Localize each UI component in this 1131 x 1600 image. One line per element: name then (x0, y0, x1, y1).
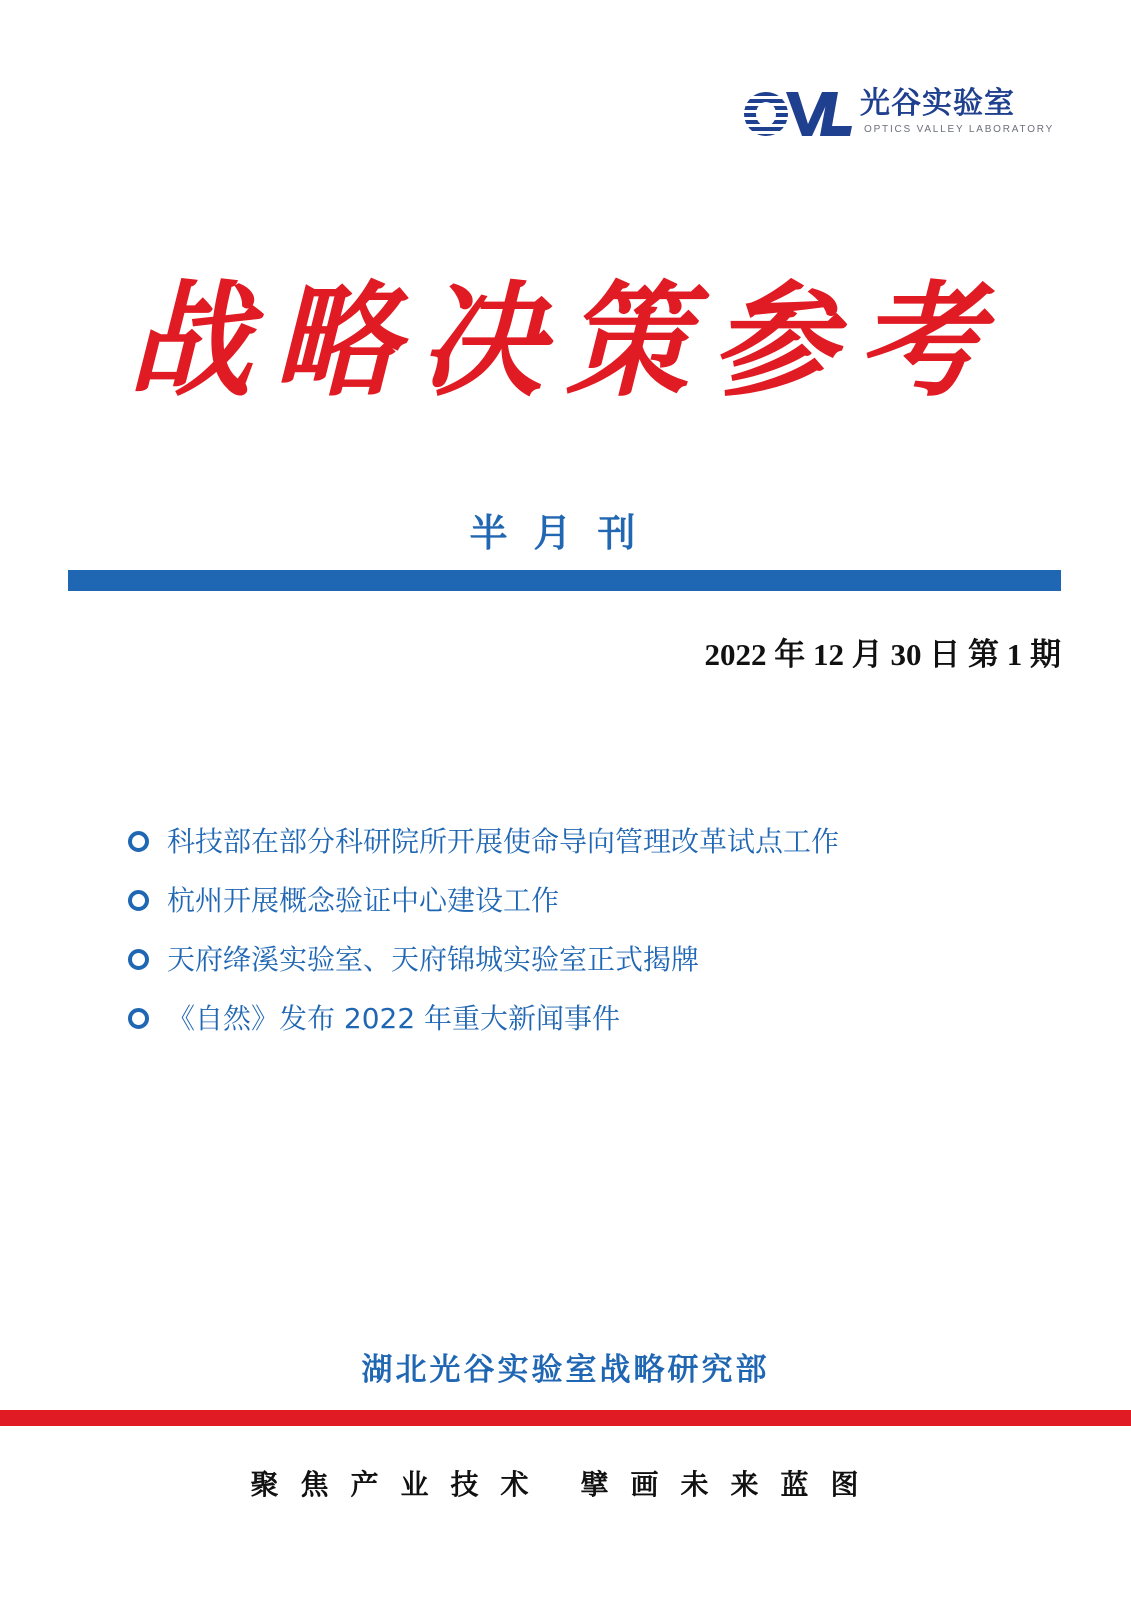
publisher-department: 湖北光谷实验室战略研究部 (361, 1352, 770, 1388)
toc-item[interactable] (128, 812, 839, 871)
toc-item-text: 天府绛溪实验室、天府锦城实验室正式揭牌 (167, 942, 700, 976)
issue-date-number: 2022 年 12 月 30 日 第 1 期 (704, 637, 1061, 672)
table-of-contents (128, 812, 839, 1048)
publication-frequency: 半月刊 (469, 510, 662, 555)
ovl-logo-mark-icon (742, 86, 854, 142)
logo-cn-name: 光谷实验室 (860, 86, 1015, 121)
circle-bullet-icon (128, 949, 149, 970)
toc-item[interactable] (128, 871, 839, 930)
toc-item[interactable] (128, 989, 839, 1048)
circle-bullet-icon (128, 831, 149, 852)
slogan-right: 擘画未来蓝图 (580, 1468, 881, 1501)
slogan (0, 1465, 1131, 1505)
publication-title: 战略决策参考 (127, 269, 1004, 414)
toc-item[interactable] (128, 930, 839, 989)
title-divider (68, 570, 1061, 591)
circle-bullet-icon (128, 890, 149, 911)
circle-bullet-icon (128, 1008, 149, 1029)
slogan-left: 聚焦产业技术 (250, 1468, 551, 1501)
toc-item-text: 《自然》发布 2022 年重大新闻事件 (167, 1001, 621, 1035)
footer-divider (0, 1410, 1131, 1426)
toc-item-text: 科技部在部分科研院所开展使命导向管理改革试点工作 (167, 824, 840, 858)
logo-en-name: OPTICS VALLEY LABORATORY (864, 124, 1055, 135)
lab-logo (742, 86, 1055, 142)
toc-item-text: 杭州开展概念验证中心建设工作 (167, 883, 560, 917)
